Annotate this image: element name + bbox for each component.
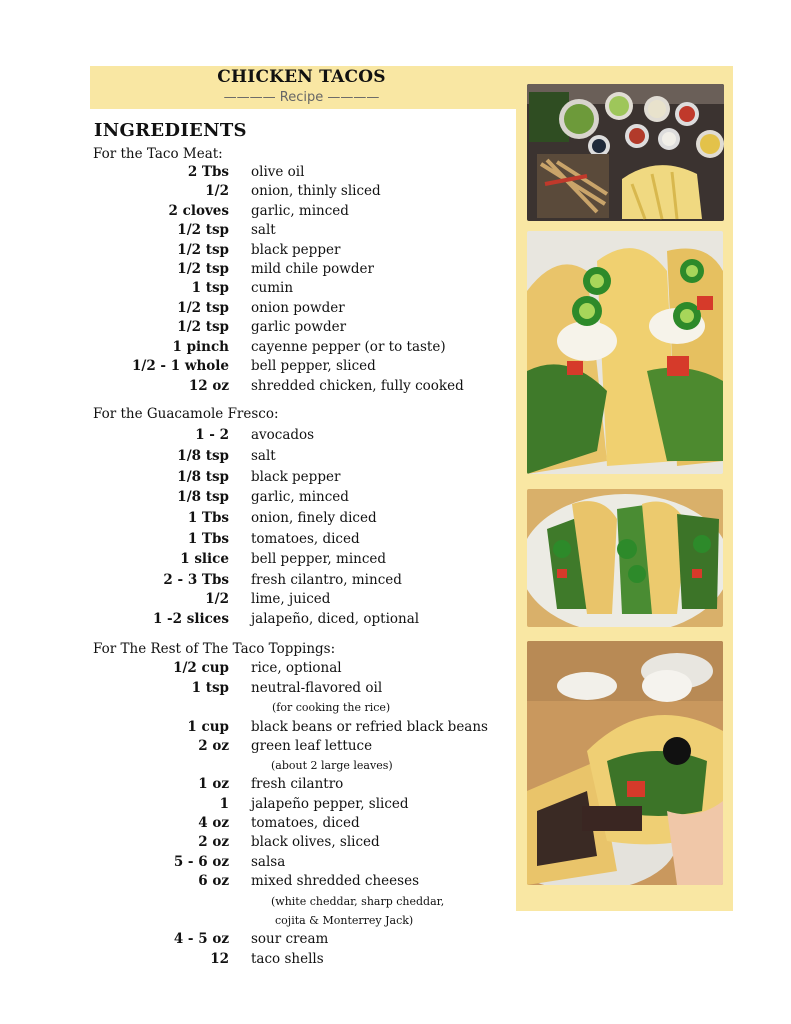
list-item [90, 489, 510, 509]
ingredient-name: black beans or refried black beans [251, 719, 488, 735]
ingredient-qty: 2 - 3 Tbs [163, 572, 229, 588]
tacos-plate-photo [527, 231, 723, 474]
list-item [90, 261, 510, 281]
ingredient-name: bell pepper, minced [251, 551, 387, 567]
ingredient-name: bell pepper, sliced [251, 358, 376, 374]
ingredient-name: green leaf lettuce [251, 738, 373, 754]
list-item [90, 551, 510, 571]
ingredient-name: garlic powder [251, 319, 347, 335]
ingredient-qty: 5 - 6 oz [173, 854, 229, 870]
list-item [90, 510, 510, 530]
ingredient-name: cumin [251, 280, 294, 296]
ingredient-qty: 1 oz [198, 776, 229, 792]
ingredient-qty: 1/2 tsp [177, 319, 229, 335]
ingredient-name: fresh cilantro, minced [251, 572, 402, 588]
ingredient-qty: 1/2 cup [173, 660, 229, 676]
ingredient-qty: 1 Tbs [187, 531, 229, 547]
ingredient-qty: 2 oz [198, 738, 229, 754]
list-item [90, 611, 510, 631]
ingredient-qty: 12 [210, 951, 229, 967]
three-tacos-photo [527, 489, 723, 627]
ingredient-qty: 4 oz [198, 815, 229, 831]
ingredient-qty: 1/2 [205, 183, 229, 199]
list-item [90, 378, 510, 398]
list-item [90, 242, 510, 262]
section-title-taco-meat: For the Taco Meat: [93, 146, 223, 162]
list-item [90, 776, 510, 796]
list-item [90, 448, 510, 468]
ingredient-name: garlic, minced [251, 489, 349, 505]
ingredient-name: neutral-flavored oil [251, 680, 383, 696]
ingredient-name: fresh cilantro [251, 776, 344, 792]
ingredient-name: avocados [251, 427, 315, 443]
ingredient-qty: 1 [219, 796, 229, 812]
ingredient-name: black pepper [251, 242, 341, 258]
ingredient-name: rice, optional [251, 660, 342, 676]
ingredient-note: (about 2 large leaves) [271, 759, 393, 772]
ingredient-qty: 1 tsp [191, 280, 229, 296]
list-item [90, 873, 510, 893]
ingredient-qty: 2 oz [198, 834, 229, 850]
ingredient-qty: 1/8 tsp [177, 469, 229, 485]
list-item [90, 834, 510, 854]
ingredient-name: sour cream [251, 931, 329, 947]
list-item [90, 469, 510, 489]
ingredient-qty: 1/2 tsp [177, 300, 229, 316]
taco-in-hand-photo [527, 641, 723, 885]
list-item [90, 854, 510, 874]
list-item [90, 591, 510, 611]
ingredient-qty: 1 - 2 [195, 427, 229, 443]
ingredient-qty: 2 cloves [168, 203, 229, 219]
ingredient-note: (white cheddar, sharp cheddar, [271, 895, 445, 908]
ingredient-qty: 2 Tbs [187, 164, 229, 180]
ingredient-note: cojita & Monterrey Jack) [275, 914, 414, 927]
ingredient-name: black olives, sliced [251, 834, 380, 850]
ingredient-name: olive oil [251, 164, 305, 180]
ingredient-qty: 1 cup [187, 719, 229, 735]
ingredient-name: jalapeño pepper, sliced [251, 796, 409, 812]
ingredient-name: garlic, minced [251, 203, 349, 219]
ingredient-name: black pepper [251, 469, 341, 485]
ingredient-name: onion, thinly sliced [251, 183, 381, 199]
ingredient-name: tomatoes, diced [251, 531, 360, 547]
list-item [90, 427, 510, 447]
ingredient-name: onion powder [251, 300, 345, 316]
list-item [90, 951, 510, 971]
ingredient-qty: 1/2 tsp [177, 261, 229, 277]
ingredient-name: shredded chicken, fully cooked [251, 378, 464, 394]
recipe-subtitle: ———— Recipe ———— [223, 90, 380, 105]
ingredient-name: salsa [251, 854, 286, 870]
list-item [90, 815, 510, 835]
ingredient-qty: 1/8 tsp [177, 448, 229, 464]
ingredient-qty: 1/2 [205, 591, 229, 607]
list-item [90, 280, 510, 300]
list-item [90, 183, 510, 203]
ingredient-name: lime, juiced [251, 591, 331, 607]
ingredient-qty: 1 slice [180, 551, 229, 567]
list-item [90, 300, 510, 320]
list-item [90, 660, 510, 680]
list-item [90, 796, 510, 816]
list-item [90, 164, 510, 184]
ingredient-qty: 1 tsp [191, 680, 229, 696]
list-item [90, 222, 510, 242]
ingredient-name: taco shells [251, 951, 324, 967]
ingredient-name: mixed shredded cheeses [251, 873, 420, 889]
ingredients-heading: INGREDIENTS [94, 120, 247, 141]
ingredient-name: jalapeño, diced, optional [251, 611, 420, 627]
ingredient-qty: 1 -2 slices [152, 611, 229, 627]
ingredient-qty: 1 Tbs [187, 510, 229, 526]
ingredient-qty: 1/8 tsp [177, 489, 229, 505]
list-item [90, 358, 510, 378]
list-item [90, 680, 510, 700]
list-item [90, 738, 510, 758]
list-item [90, 931, 510, 951]
section-title-toppings: For The Rest of The Taco Toppings: [93, 641, 336, 657]
ingredient-name: onion, finely diced [251, 510, 377, 526]
ingredient-qty: 4 - 5 oz [173, 931, 229, 947]
recipe-title: CHICKEN TACOS [217, 67, 386, 87]
ingredients-spread-photo [527, 84, 724, 221]
section-title-guacamole: For the Guacamole Fresco: [93, 406, 279, 422]
list-item [90, 531, 510, 551]
ingredient-name: salt [251, 448, 276, 464]
list-item [90, 339, 510, 359]
ingredient-qty: 12 oz [188, 378, 229, 394]
ingredient-qty: 1/2 tsp [177, 242, 229, 258]
ingredient-name: salt [251, 222, 276, 238]
ingredient-qty: 1 pinch [172, 339, 229, 355]
ingredient-qty: 1/2 - 1 whole [132, 358, 229, 374]
ingredient-name: cayenne pepper (or to taste) [251, 339, 446, 355]
ingredient-qty: 6 oz [198, 873, 229, 889]
list-item [90, 719, 510, 739]
list-item [90, 319, 510, 339]
list-item [90, 572, 510, 592]
ingredient-name: mild chile powder [251, 261, 374, 277]
ingredient-qty: 1/2 tsp [177, 222, 229, 238]
ingredient-note: (for cooking the rice) [272, 701, 391, 714]
ingredient-name: tomatoes, diced [251, 815, 360, 831]
list-item [90, 203, 510, 223]
